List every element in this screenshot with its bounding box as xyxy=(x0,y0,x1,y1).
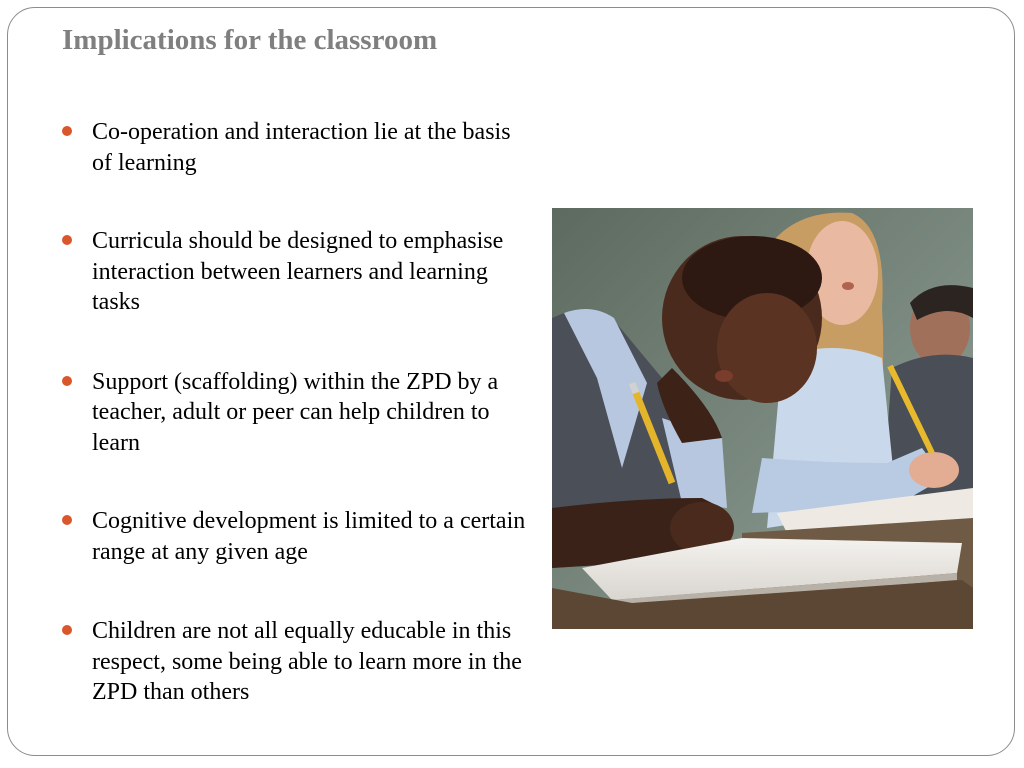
bullet-text: Curricula should be designed to emphasise interaction between learners and learning tasks xyxy=(92,228,504,315)
bullet-dot-icon xyxy=(62,376,72,386)
bullet-text: Cognitive development is limited to a certain range at any given age xyxy=(92,508,526,565)
bullet-item xyxy=(62,506,532,567)
classroom-students-writing-photo xyxy=(552,208,973,629)
bullet-dot-icon xyxy=(62,235,72,245)
bullet-text: Children are not all equally educable in this respect, some being able to learn more in the ZPD than others xyxy=(92,618,522,705)
bullet-item xyxy=(62,367,532,459)
bullet-item xyxy=(62,226,532,318)
bullet-dot-icon xyxy=(62,625,72,635)
classroom-photo-icon xyxy=(552,208,973,629)
bullet-item xyxy=(62,616,532,708)
slide-title: Implications for the classroom xyxy=(62,24,438,56)
bullet-text: Co-operation and interaction lie at the basis of learning xyxy=(92,119,511,176)
bullet-text: Support (scaffolding) within the ZPD by a teacher, adult or peer can help children to learn xyxy=(92,368,499,456)
bullet-dot-icon xyxy=(62,126,72,136)
bullet-item xyxy=(62,117,532,178)
bullet-dot-icon xyxy=(62,515,72,525)
bullet-list xyxy=(62,117,532,708)
